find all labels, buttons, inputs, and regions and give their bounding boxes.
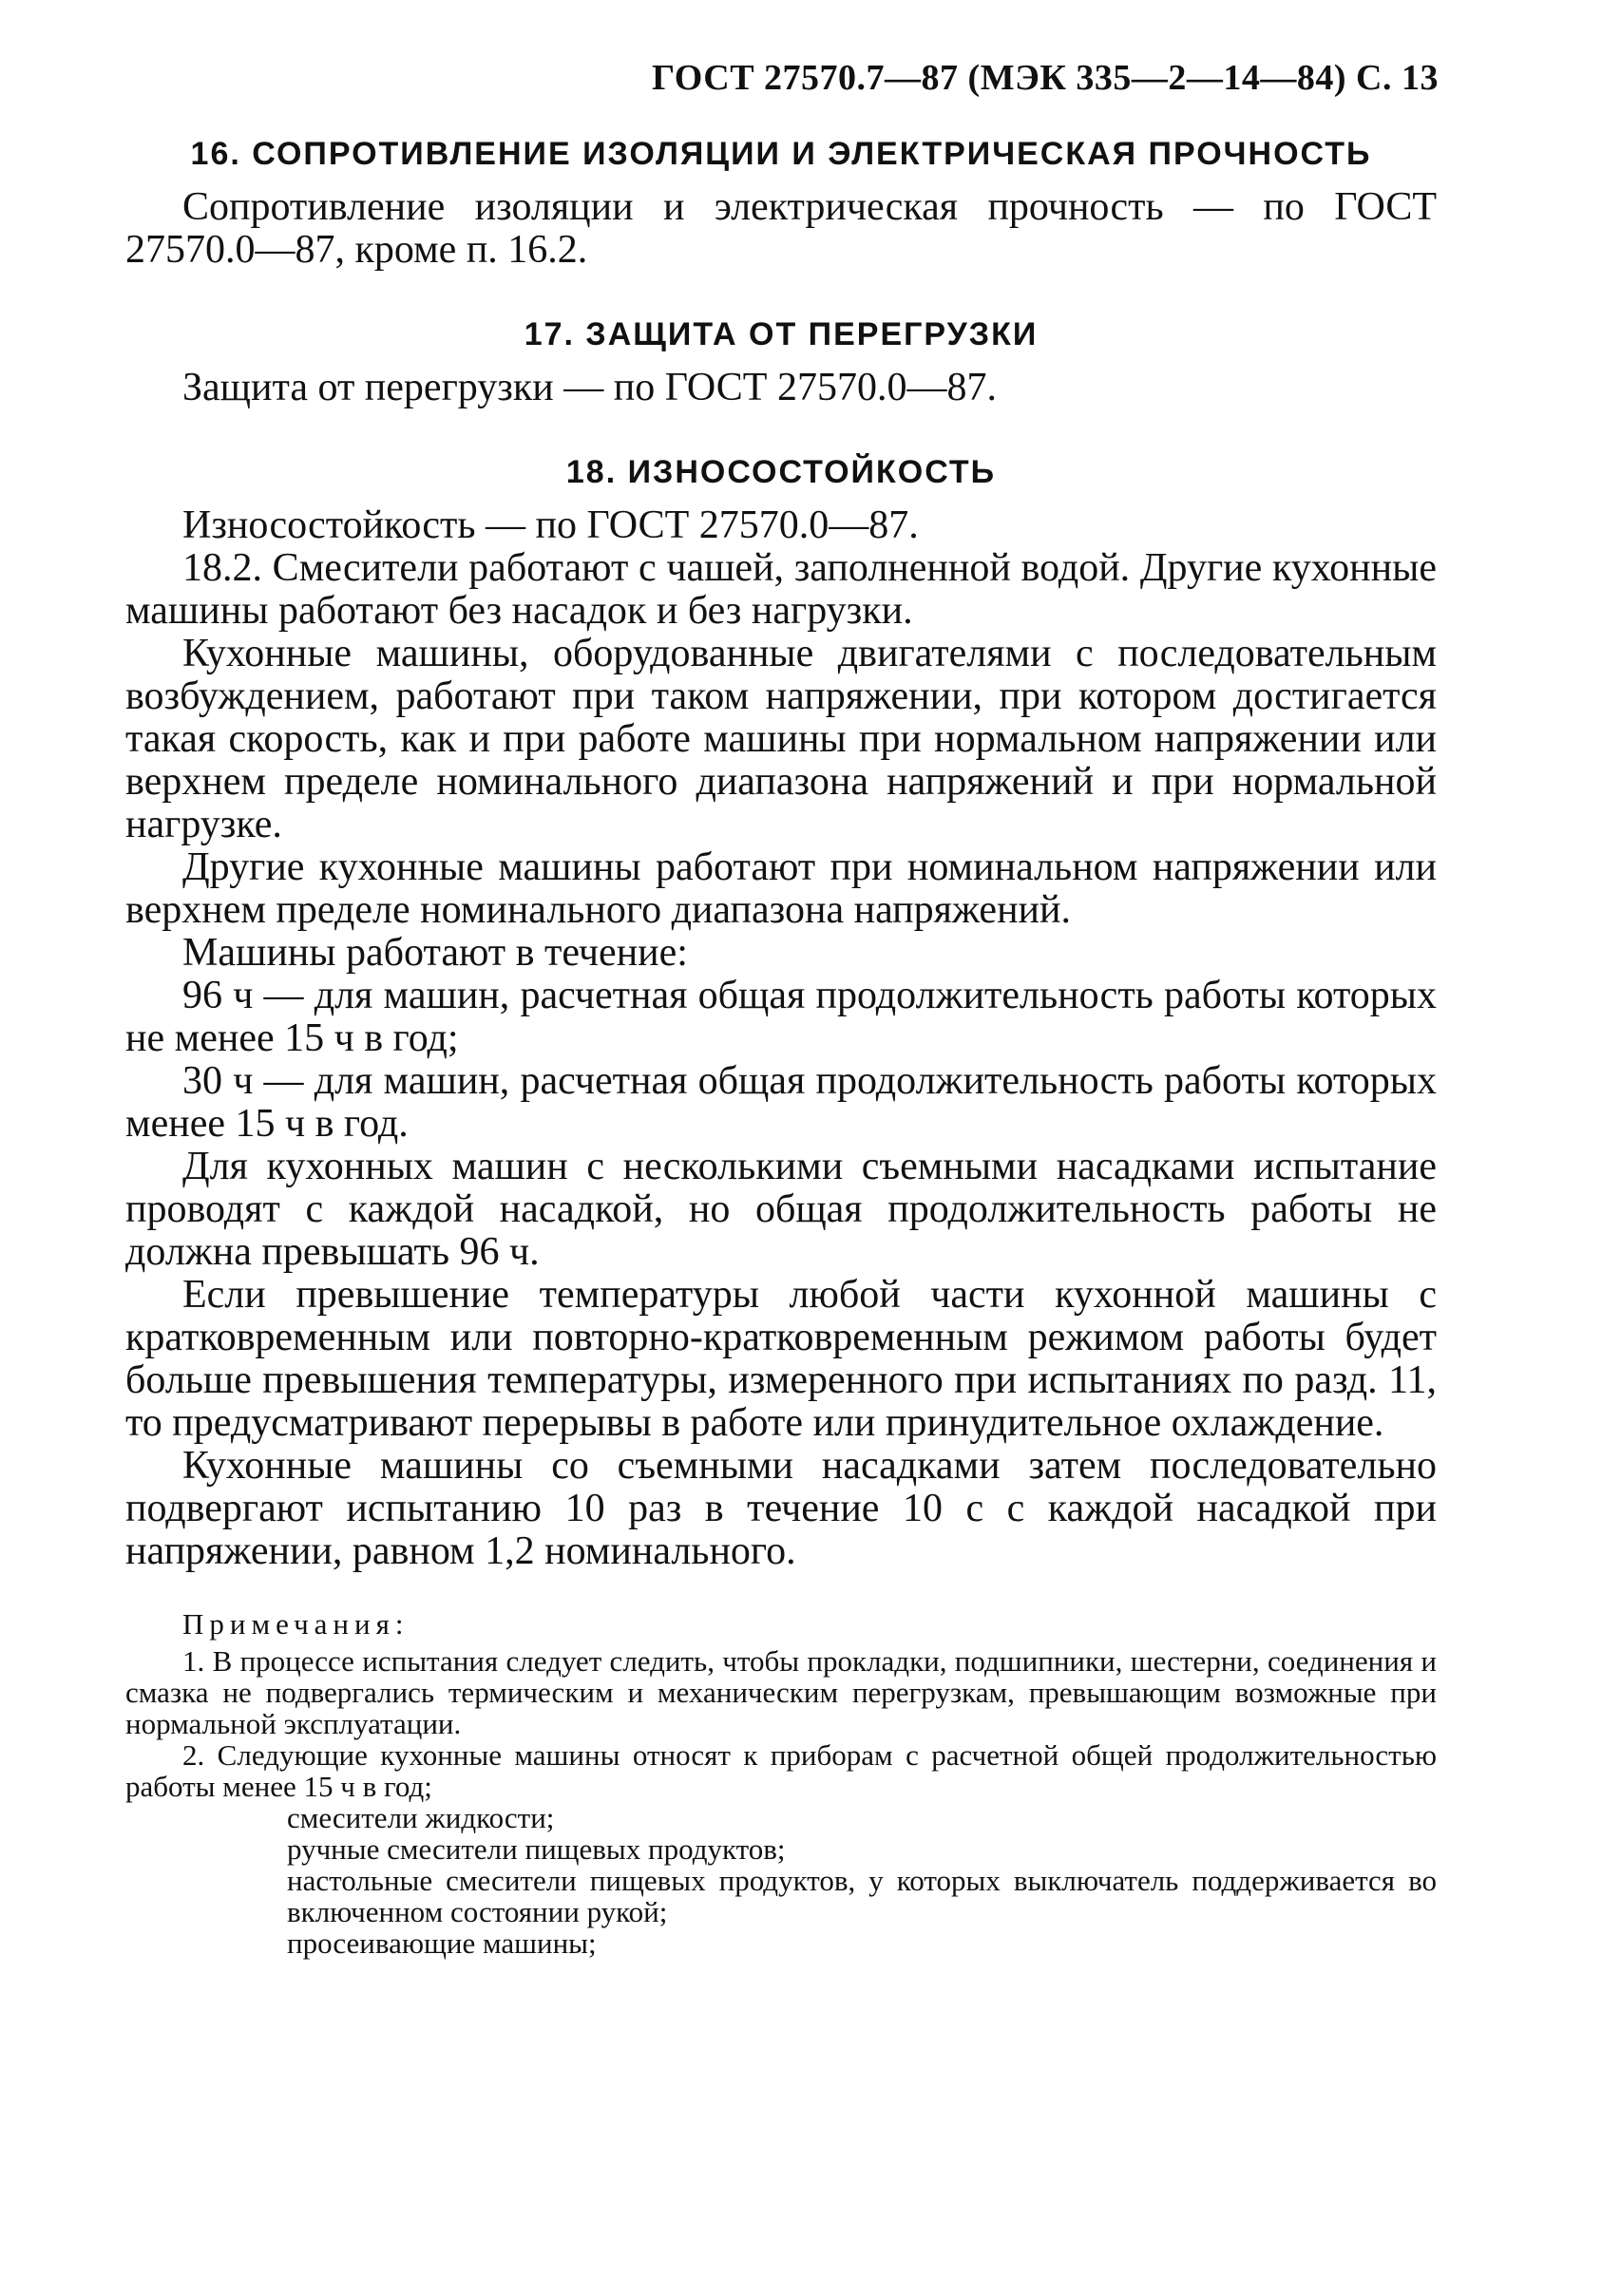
section-18-paragraph: Кухонные машины со съемными насадками затем последовательно подвергают испытанию 10 раз в течение 10 с с каждой насадкой при напряжении, равном 1,2 номинального. <box>125 1444 1437 1573</box>
note-list-item: просеивающие машины; <box>287 1926 597 1960</box>
section-18-paragraph: Износостойкость — по ГОСТ 27570.0—87. <box>182 503 919 547</box>
note-item: 1. В процессе испытания следует следить, чтобы прокладки, подшипники, шестерни, соединения и смазка не подвергались термическим и механическим перегрузкам, превышающим возможные при нормальной эксплуатации. <box>125 1644 1437 1740</box>
section-18-paragraph: 18.2. Смесители работают с чашей, заполненной водой. Другие кухонные машины работают без насадок и без нагрузки. <box>125 546 1437 633</box>
section-16-heading: 16. СОПРОТИВЛЕНИЕ ИЗОЛЯЦИИ И ЭЛЕКТРИЧЕСКАЯ ПРОЧНОСТЬ <box>190 136 1372 172</box>
note-list-item: настольные смесители пищевых продуктов, у которых выключатель поддерживается во включенном состоянии рукой; <box>287 1864 1437 1928</box>
section-18-heading: 18. ИЗНОСОСТОЙКОСТЬ <box>565 454 997 490</box>
note-item: 2. Следующие кухонные машины относят к приборам с расчетной общей продолжительностью работы менее 15 ч в год; <box>125 1738 1437 1803</box>
notes-title: Примечания: <box>182 1607 410 1641</box>
section-16-paragraph: Сопротивление изоляции и электрическая прочность — по ГОСТ 27570.0—87, кроме п. 16.2. <box>125 185 1437 272</box>
section-17-heading: 17. ЗАЩИТА ОТ ПЕРЕГРУЗКИ <box>524 316 1039 352</box>
section-17-paragraph: Защита от перегрузки — по ГОСТ 27570.0—87. <box>182 366 997 409</box>
section-18-paragraph: 30 ч — для машин, расчетная общая продолжительность работы которых менее 15 ч в год. <box>125 1059 1437 1146</box>
running-header: ГОСТ 27570.7—87 (МЭК 335—2—14—84) С. 13 <box>652 58 1439 98</box>
section-18-paragraph: 96 ч — для машин, расчетная общая продолжительность работы которых не менее 15 ч в год; <box>125 974 1437 1060</box>
section-18-paragraph: Другие кухонные машины работают при номинальном напряжении или верхнем пределе номинального диапазона напряжений. <box>125 845 1437 932</box>
note-list-item: ручные смесители пищевых продуктов; <box>287 1832 786 1866</box>
section-18-paragraph: Для кухонных машин с несколькими съемными насадками испытание проводят с каждой насадкой, но общая продолжительность работы не должна превышать 96 ч. <box>125 1145 1437 1274</box>
section-18-paragraph: Кухонные машины, оборудованные двигателями с последовательным возбуждением, работают при таком напряжении, при котором достигается такая скорость, как и при работе машины при нормальном напряжении или верхнем пределе номинального диапазона напряжений и при нормальной нагрузке. <box>125 632 1437 846</box>
section-18-paragraph: Машины работают в течение: <box>182 931 688 975</box>
note-list-item: смесители жидкости; <box>287 1801 555 1834</box>
page-content <box>125 133 1437 1959</box>
section-18-paragraph: Если превышение температуры любой части кухонной машины с кратковременным или повторно-кратковременным режимом работы будет больше превышения температуры, измеренного при испытаниях по разд. 11, то предусматривают перерывы в работе или принудительное охлаждение. <box>125 1273 1437 1445</box>
